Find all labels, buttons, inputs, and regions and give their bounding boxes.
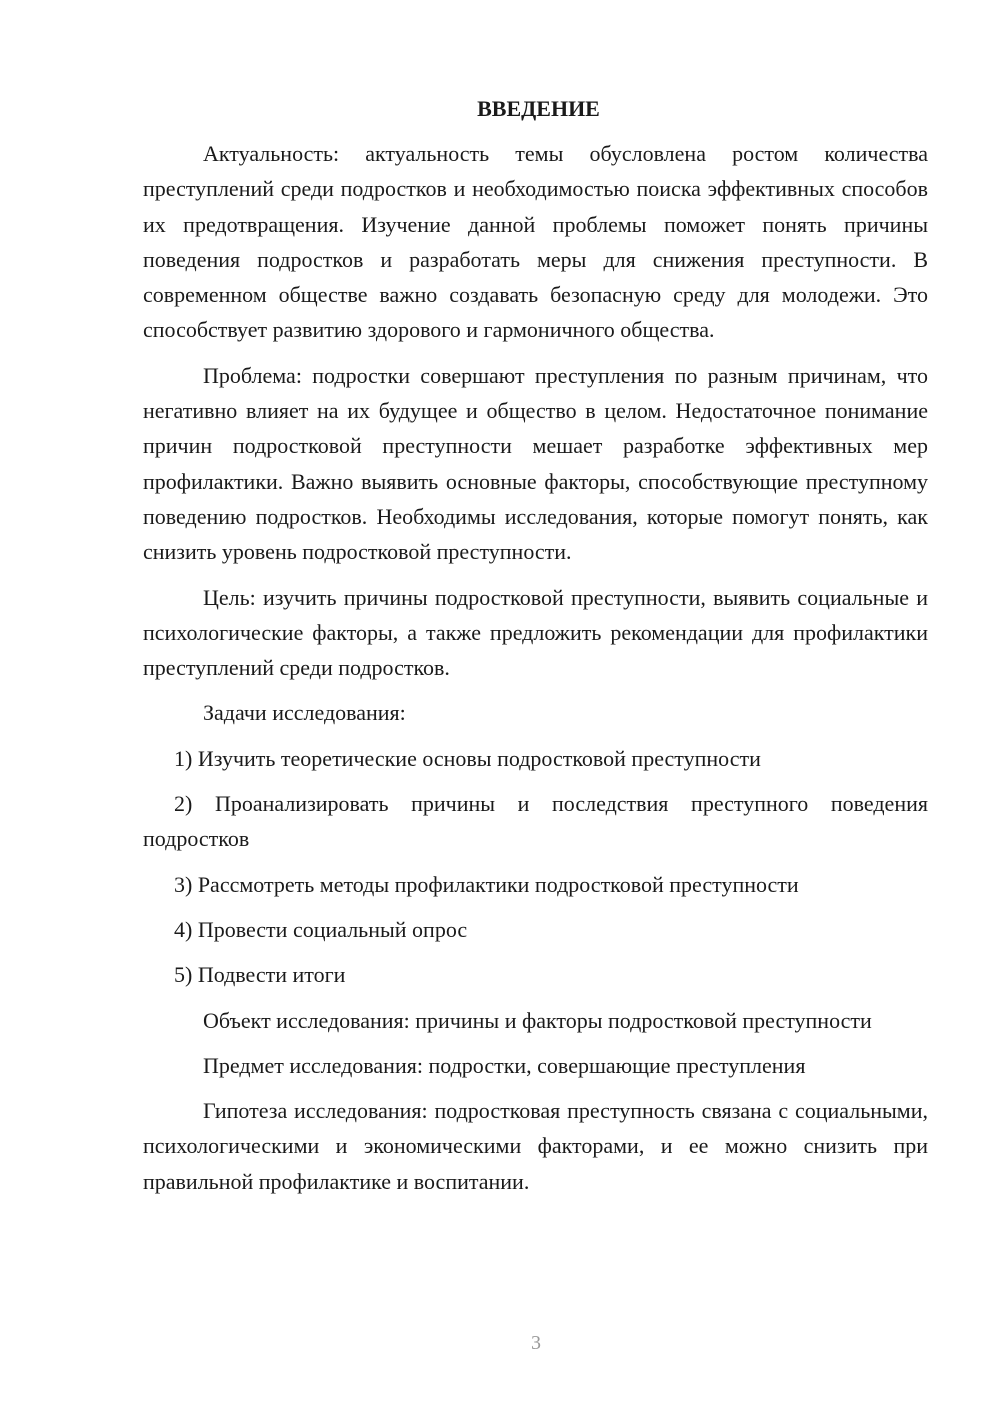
list-item: 5) Подвести итоги <box>174 962 346 988</box>
tasks-list <box>143 741 928 993</box>
page-title: ВВЕДЕНИЕ <box>477 96 600 121</box>
relevance-paragraph: Актуальность: актуальность темы обусловлена ростом количества преступлений среди подростков и необходимостью поиска эффективных способов их предотвращения. Изучение данной проблемы поможет понять причины поведения подростков и разработать меры для снижения преступности. В современном обществе важно создавать безопасную среду для молодежи. Это способствует развитию здорового и гармоничного общества. <box>143 141 928 343</box>
problem-paragraph: Проблема: подростки совершают преступления по разным причинам, что негативно влияет на их будущее и общество в целом. Недостаточное понимание причин подростковой преступности мешает разработке эффективных мер профилактики. Важно выявить основные факторы, способствующие преступному поведению подростков. Необходимы исследования, которые помогут понять, как снизить уровень подростковой преступности. <box>143 362 928 565</box>
document-page <box>143 94 928 1209</box>
hypothesis-paragraph: Гипотеза исследования: подростковая преступность связана с социальными, психологическими и экономическими факторами, и ее можно снизить при правильной профилактике и воспитании. <box>143 1098 928 1194</box>
subject-paragraph: Предмет исследования: подростки, совершающие преступления <box>203 1052 806 1078</box>
list-item: 2) Проанализировать причины и последствия преступного поведения подростков <box>143 791 928 852</box>
object-paragraph: Объект исследования: причины и факторы подростковой преступности <box>203 1007 872 1033</box>
page-number: 3 <box>531 1332 541 1354</box>
list-item: 3) Рассмотреть методы профилактики подростковой преступности <box>174 871 799 897</box>
goal-paragraph: Цель: изучить причины подростковой преступности, выявить социальные и психологические факторы, а также предложить рекомендации для профилактики преступлений среди подростков. <box>143 584 928 681</box>
list-item: 4) Провести социальный опрос <box>174 916 468 942</box>
tasks-heading: Задачи исследования: <box>203 700 406 726</box>
list-item: 1) Изучить теоретические основы подростковой преступности <box>174 745 761 771</box>
